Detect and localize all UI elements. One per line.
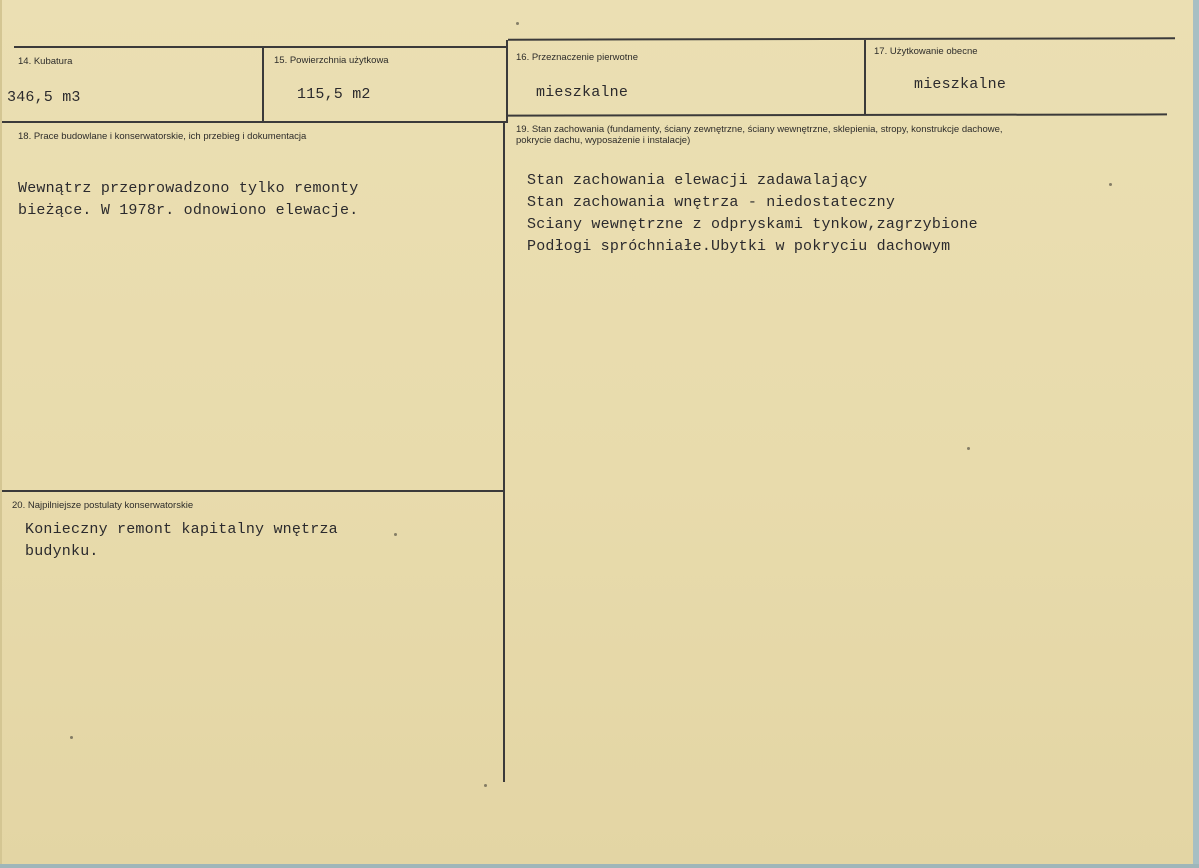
- field-19-text: [527, 170, 978, 258]
- field-14-label: 14. Kubatura: [18, 56, 73, 67]
- top-rule-right: [508, 37, 1175, 40]
- field-18-line: bieżące. W 1978r. odnowiono elewacje.: [18, 202, 359, 219]
- field-20-text: [25, 519, 338, 563]
- section-20-rule: [2, 490, 504, 492]
- paper-speck: [484, 784, 487, 787]
- field-19-label: 19. Stan zachowania (fundamenty, ściany zewnętrzne, ściany wewnętrzne, sklepienia, stropy, konstrukcje dachowe, pokrycie dachu, wyposażenie i instalacje): [516, 124, 1003, 146]
- field-16-label: 16. Przeznaczenie pierwotne: [516, 52, 638, 63]
- field-17-label: 17. Użytkowanie obecne: [874, 46, 978, 57]
- paper-speck: [1109, 183, 1112, 186]
- field-17-value: mieszkalne: [914, 76, 1007, 93]
- scan-border-right: [1193, 0, 1199, 868]
- row-rule-right: [508, 113, 1167, 116]
- field-15-label: 15. Powierzchnia użytkowa: [274, 55, 389, 66]
- field-14-value: 346,5 m3: [7, 89, 81, 106]
- field-20-line: budynku.: [25, 543, 99, 560]
- col-divider-15-16: [506, 40, 508, 122]
- field-18-line: Wewnątrz przeprowadzono tylko remonty: [18, 180, 359, 197]
- card-edge-left: [0, 0, 2, 868]
- paper-speck: [516, 22, 519, 25]
- col-divider-16-17: [864, 40, 866, 115]
- field-15-value: 115,5 m2: [297, 86, 371, 103]
- paper-speck: [394, 533, 397, 536]
- field-18-text: [18, 178, 358, 222]
- col-divider-14-15: [262, 47, 264, 121]
- field-19-line: Stan zachowania wnętrza - niedostateczny: [527, 194, 896, 211]
- main-column-divider: [503, 122, 505, 782]
- field-19-line: Sciany wewnętrzne z odpryskami tynkow,zagrzybione: [527, 216, 978, 233]
- field-19-line: Podłogi spróchniałe.Ubytki w pokryciu dachowym: [527, 238, 951, 255]
- row-rule: [2, 121, 508, 123]
- paper-speck: [967, 447, 970, 450]
- top-rule: [14, 46, 508, 48]
- field-20-label: 20. Najpilniejsze postulaty konserwatorskie: [12, 500, 194, 511]
- scan-border-bottom: [0, 864, 1199, 868]
- field-16-value: mieszkalne: [536, 84, 629, 101]
- field-20-line: Konieczny remont kapitalny wnętrza: [25, 521, 338, 538]
- field-18-label: 18. Prace budowlane i konserwatorskie, ich przebieg i dokumentacja: [18, 131, 307, 142]
- field-19-line: Stan zachowania elewacji zadawalający: [527, 172, 868, 189]
- paper-speck: [70, 736, 73, 739]
